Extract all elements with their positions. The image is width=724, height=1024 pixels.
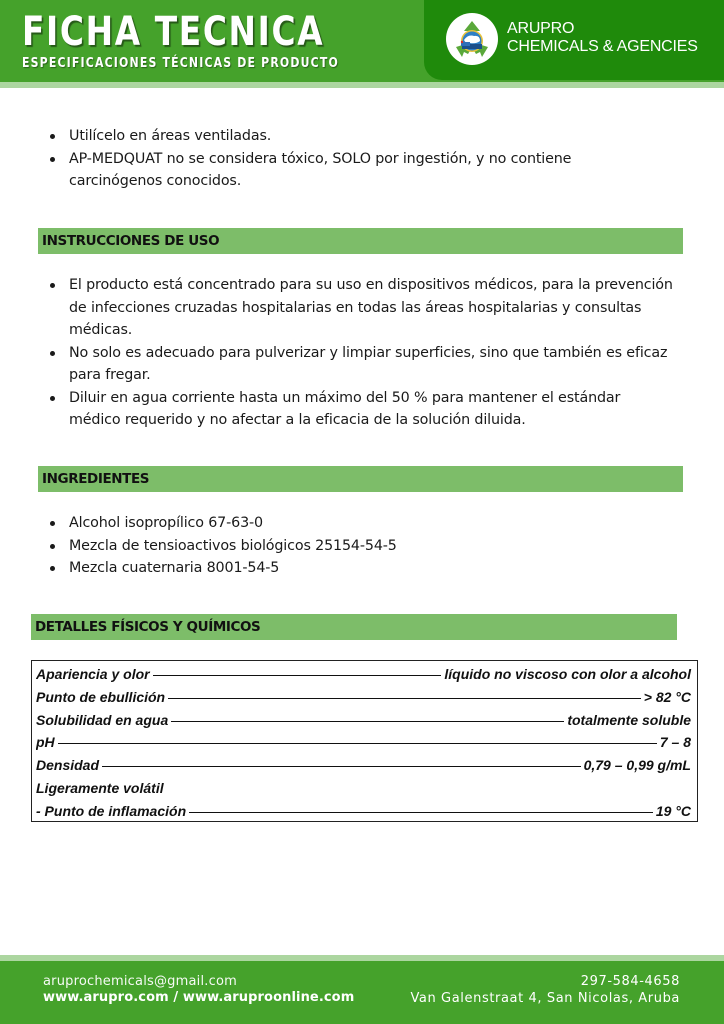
leader-line xyxy=(168,698,641,699)
property-label: Ligeramente volátil xyxy=(36,779,164,796)
leader-line xyxy=(102,766,581,767)
property-row xyxy=(36,663,693,686)
section-header-physical xyxy=(31,614,677,640)
list-item: Diluir en agua corriente hasta un máximo del 50 % para mantener el estándar médico requerido y no afectar a la eficacia de la solución diluida. xyxy=(50,387,674,432)
website-links[interactable]: www.arupro.com / www.aruproonline.com xyxy=(43,990,355,1005)
list-item: AP-MEDQUAT no se considera tóxico, SOLO por ingestión, y no contiene carcinógenos conocidos. xyxy=(50,148,650,193)
property-label: Punto de ebullición xyxy=(36,688,166,705)
leader-line xyxy=(189,812,653,813)
property-label: pH xyxy=(36,734,55,751)
contact-address: Van Galenstraat 4, San Nicolas, Aruba xyxy=(410,991,680,1006)
property-row xyxy=(36,731,693,754)
section-header-ingredients xyxy=(38,466,683,492)
brand-name-line1: ARUPRO xyxy=(507,20,575,37)
property-value: líquido no viscoso con olor a alcohol xyxy=(444,666,691,682)
company-logo xyxy=(446,13,498,65)
footer xyxy=(0,961,724,1024)
list-item: El producto está concentrado para su uso en dispositivos médicos, para la prevención de infecciones cruzadas hospitalarias en todas las áreas hospitalarias y consultas médicas. xyxy=(50,274,674,342)
list-item: Mezcla de tensioactivos biológicos 25154-54-5 xyxy=(50,535,670,558)
instructions-list xyxy=(50,274,674,432)
contact-email[interactable]: aruprochemicals@gmail.com xyxy=(43,974,237,989)
property-value: totalmente soluble xyxy=(567,711,691,728)
property-value: > 82 °C xyxy=(643,688,691,705)
property-row xyxy=(36,754,693,777)
page-title: FICHA TECNICA xyxy=(22,9,325,55)
section-heading: INSTRUCCIONES DE USO xyxy=(42,233,220,249)
leader-line xyxy=(171,721,564,722)
header-stripe xyxy=(0,82,724,88)
page-subtitle: ESPECIFICACIONES TÉCNICAS DE PRODUCTO xyxy=(22,56,339,71)
property-value: 19 °C xyxy=(655,802,691,819)
ingredients-list xyxy=(50,512,670,580)
contact-phone: 297-584-4658 xyxy=(580,974,680,989)
section-heading: INGREDIENTES xyxy=(42,471,150,487)
list-item: Utilícelo en áreas ventiladas. xyxy=(50,125,650,148)
section-heading: DETALLES FÍSICOS Y QUÍMICOS xyxy=(35,619,261,635)
leader-line xyxy=(58,743,657,744)
property-label: Solubilidad en agua xyxy=(36,711,169,728)
brand-name-line2: CHEMICALS & AGENCIES xyxy=(507,38,698,55)
property-value: 7 – 8 xyxy=(659,734,691,751)
leader-line xyxy=(153,675,442,676)
property-label: - Punto de inflamación xyxy=(36,802,187,819)
list-item: Alcohol isopropílico 67-63-0 xyxy=(50,512,670,535)
property-row xyxy=(36,686,693,709)
property-row xyxy=(36,709,693,732)
physical-properties-table xyxy=(31,660,698,822)
property-value: 0,79 – 0,99 g/mL xyxy=(583,757,691,774)
property-label: Densidad xyxy=(36,757,100,774)
recycle-globe-logo-icon xyxy=(450,17,494,61)
property-label: Apariencia y olor xyxy=(36,666,150,682)
property-row xyxy=(36,777,693,800)
list-item: Mezcla cuaternaria 8001-54-5 xyxy=(50,557,670,580)
property-row xyxy=(36,800,693,823)
section-header-instructions xyxy=(38,228,683,254)
brand-name xyxy=(507,20,698,56)
list-item: No solo es adecuado para pulverizar y limpiar superficies, sino que también es eficaz para fregar. xyxy=(50,342,674,387)
intro-bullet-list xyxy=(50,125,650,193)
